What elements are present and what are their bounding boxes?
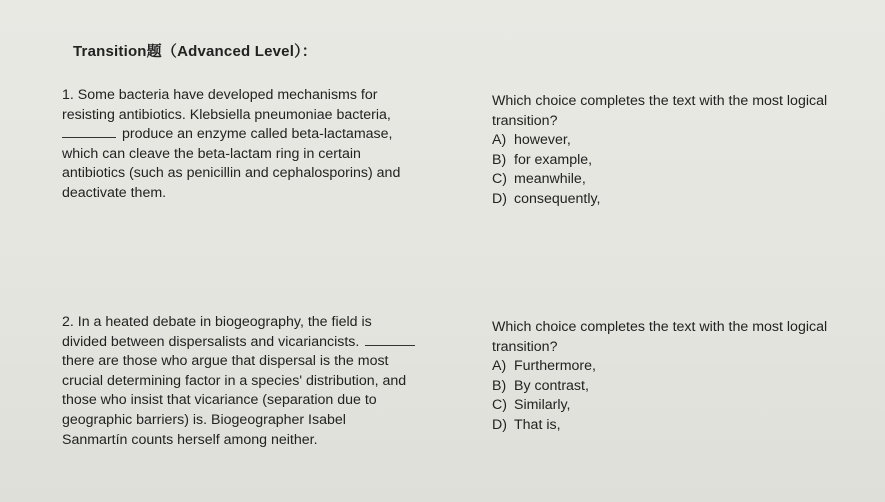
passage-line: resisting antibiotics. Klebsiella pneumoniae bacteria,: [62, 106, 391, 123]
choice-c[interactable]: [492, 396, 872, 416]
prompt-line: transition?: [492, 112, 558, 129]
passage-line: 1. Some bacteria have developed mechanisms for: [62, 87, 378, 103]
choice-text: Furthermore,: [514, 358, 596, 375]
passage-line: 2. In a heated debate in biogeography, the field is: [62, 314, 372, 330]
choice-d[interactable]: [492, 190, 872, 210]
choice-letter: D): [492, 190, 507, 207]
choice-b[interactable]: [492, 377, 872, 397]
passage-line-with-blank: [62, 333, 462, 353]
choice-letter: C): [492, 171, 507, 188]
prompt-line: transition?: [492, 338, 558, 355]
passage-line: produce an enzyme called beta-lactamase,: [121, 126, 393, 143]
prompt-line: Which choice completes the text with the most logical: [492, 319, 828, 335]
passage-line: those who insist that vicariance (separation due to: [62, 392, 377, 409]
choice-d[interactable]: [492, 416, 872, 436]
choice-text: however,: [514, 132, 571, 149]
choice-text: for example,: [514, 151, 593, 168]
choice-text: That is,: [514, 416, 561, 433]
choice-text: By contrast,: [514, 377, 589, 394]
passage-line: Sanmartín counts herself among neither.: [62, 431, 318, 448]
prompt-line: Which choice completes the text with the most logical: [492, 93, 828, 109]
question-2-passage: [62, 313, 462, 450]
question-2-prompt: [492, 318, 872, 436]
passage-line: crucial determining factor in a species' distribution, and: [62, 372, 407, 389]
choice-letter: A): [492, 132, 507, 149]
choice-a[interactable]: [492, 131, 872, 151]
choice-letter: A): [492, 358, 507, 375]
passage-line: there are those who argue that dispersal is the most: [62, 353, 389, 370]
passage-line: deactivate them.: [62, 184, 167, 201]
passage-line: divided between dispersalists and vicariancists.: [62, 333, 360, 350]
answer-blank: [62, 125, 116, 138]
question-1-prompt: [492, 92, 872, 210]
choice-text: consequently,: [514, 190, 601, 207]
choice-letter: C): [492, 397, 507, 414]
choice-letter: B): [492, 151, 507, 168]
choice-letter: D): [492, 416, 507, 433]
passage-line-with-blank: [62, 125, 462, 145]
passage-line: antibiotics (such as penicillin and cephalosporins) and: [62, 165, 401, 182]
page-title: Transition题（Advanced Level）：: [73, 43, 317, 60]
answer-blank: [365, 333, 415, 346]
passage-line: which can cleave the beta-lactam ring in certain: [62, 145, 361, 162]
choice-text: meanwhile,: [514, 171, 586, 188]
question-1-passage: [62, 86, 462, 204]
choice-letter: B): [492, 377, 507, 394]
passage-line: geographic barriers) is. Biogeographer Isabel: [62, 411, 346, 428]
choice-text: Similarly,: [514, 397, 571, 414]
choice-a[interactable]: [492, 357, 872, 377]
choice-b[interactable]: [492, 151, 872, 171]
choice-c[interactable]: [492, 170, 872, 190]
